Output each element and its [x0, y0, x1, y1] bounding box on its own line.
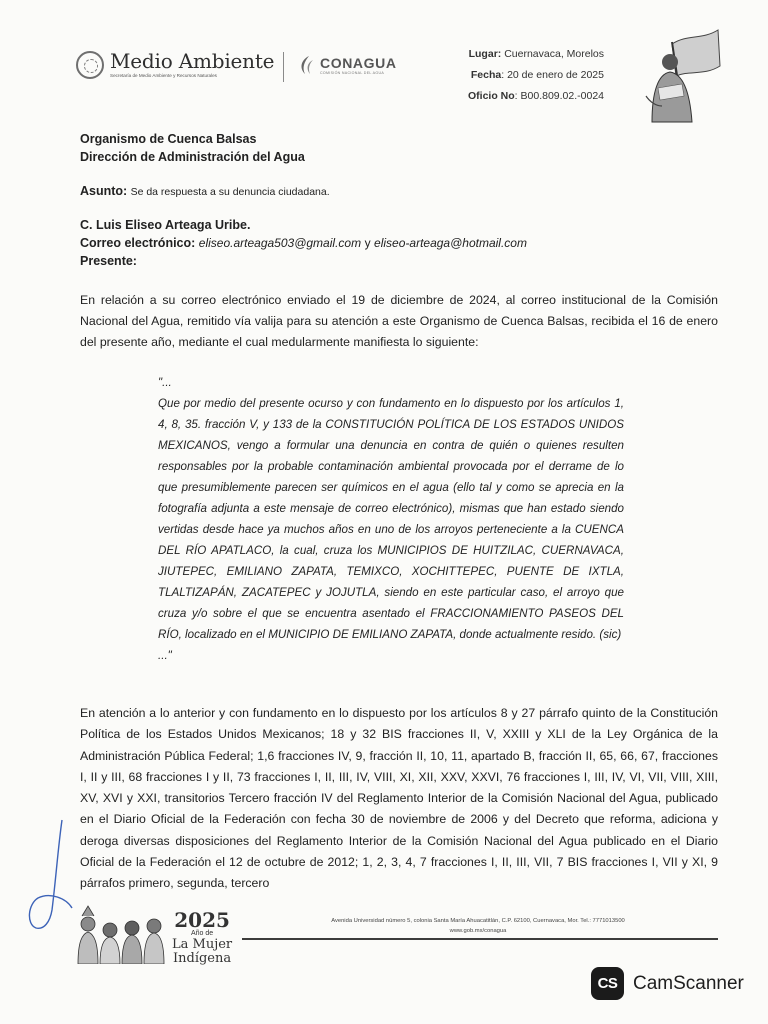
- year-number: 2025: [174, 908, 230, 932]
- recipient-name: C. Luis Eliseo Arteaga Uribe.: [80, 218, 251, 232]
- document-meta: [468, 44, 604, 107]
- legal-basis-paragraph: En atención a lo anterior y con fundamento en lo dispuesto por los artículos 8 y 27 párrafo quinto de la Constitución Política de los Estados Unidos Mexicanos; 18 y 32 BIS fracciones II, V, XXIII y XLI de la Ley Orgánica de la Administración Pública Federal; 1,6 fracciones IV, 9, fracción II, 10, 11, apartado B, fracción II, 65, 66, 67, fracciones I, II y III, 68 fracciones I y II, 73 fracciones I, II, III, IV, VIII, XI, XII, XXV, XXVI, 76 fracciones I, III, IV, VI, VII, VIII, XIII, XV, XVI y XXI, transitorios Tercero fracción IV del Reglamento Interior de la Comisión Nacional del Agua, publicado en el Diario Oficial de la Federación con fecha 30 de noviembre de 2006 y del Decreto que reforma, adiciona y deroga diversas disposiciones del Reglamento Interior de la Comisión Nacional del Agua publicado en el Diario Oficial de la Federación el 12 de octubre de 2012; 1, 2, 3, 4, 7 fracciones I, II, III, VII, 7 BIS fracciones I, VII y XI, 9 párrafos primero, segunda, tercero: [80, 706, 718, 891]
- asunto-label: Asunto:: [80, 184, 128, 198]
- indigenous-women-illustration-icon: [74, 902, 170, 964]
- asunto-line: [80, 182, 330, 201]
- logo-divider: [283, 52, 284, 82]
- conagua-title: CONAGUA: [320, 55, 397, 71]
- conagua-logo: [296, 54, 397, 76]
- year-line-1: La Mujer: [172, 937, 233, 952]
- camscanner-label: CamScanner: [633, 972, 744, 994]
- sender-line-2: Dirección de Administración del Agua: [80, 150, 305, 164]
- website-link[interactable]: www.gob.mx/conagua: [449, 928, 507, 934]
- oficio-label: Oficio No: [468, 90, 515, 102]
- footer-rule: [242, 938, 718, 940]
- asunto-value: Se da respuesta a su denuncia ciudadana.: [130, 186, 330, 198]
- conagua-wave-icon: [296, 54, 316, 76]
- ma-title: Medio Ambiente: [110, 49, 275, 73]
- year-emblem: [172, 910, 232, 966]
- recipient-block: [80, 216, 527, 270]
- address-text: Avenida Universidad número 5, colonia Santa María Ahuacatitlán, C.P. 62100, Cuernavaca, Mor. Tel.: 7771013500: [331, 918, 625, 924]
- email-secondary: eliseo-arteaga@hotmail.com: [374, 236, 527, 250]
- ma-subtitle: Secretaría de Medio Ambiente y Recursos Naturales: [110, 73, 217, 78]
- fecha-label: Fecha: [470, 69, 502, 81]
- email-separator: y: [364, 236, 371, 250]
- medio-ambiente-logo: [76, 50, 274, 79]
- camscanner-badge: [591, 967, 744, 1000]
- lugar-label: Lugar:: [468, 48, 502, 60]
- sender-block: [80, 130, 305, 166]
- camscanner-icon: CS: [591, 967, 624, 1000]
- year-line-2: Indígena: [173, 951, 232, 966]
- mexico-seal-icon: [76, 51, 104, 79]
- fecha-value: : 20 de enero de 2025: [501, 69, 604, 81]
- quote-text: Que por medio del presente ocurso y con fundamento en lo dispuesto por los artículos 1, 4, 8, 35. fracción V, y 133 de la CONSTITUCIÓN POLÍTICA DE LOS ESTADOS UNIDOS MEXICANOS, vengo a formular una denuncia en contra de quién o quienes resulten responsables por la probable contaminación ambiental provocada por el derrame de lo que presumiblemente parecen ser químicos en el agua (ello tal y como se aprecia en la fotografía adjunta a este mensaje de correo electrónico), mismas que han estado siendo vertidas desde hace ya muchos años en uno de los arroyos perteneciente a la CUENCA DEL RÍO APATLACO, la cual, cruza los MUNICIPIOS DE HUITZILAC, CUERNAVACA, JIUTEPEC, EMILIANO ZAPATA, TEMIXCO, XOCHITTEPEC, PUENTE DE IXTLA, TLALTIZAPÁN, ZACATEPEC y JOJUTLA, siendo en este particular caso, el arroyo que cruza y/o sobre el que se encuentra asentado el FRACCIONAMIENTO PASEOS DEL RÍO, localizado en el MUNICIPIO DE EMILIANO ZAPATA, donde actualmente resido. (sic): [158, 397, 624, 641]
- conagua-subtitle: COMISIÓN NACIONAL DEL AGUA: [320, 71, 385, 75]
- oficio-value: : B00.809.02.-0024: [514, 90, 604, 102]
- intro-paragraph: En relación a su correo electrónico enviado el 19 de diciembre de 2024, al correo institucional de la Comisión Nacional del Agua, remitido vía valija para su atención a este Organismo de Cuenca Balsas, recibida el 16 de enero del presente año, mediante el cual medularmente manifiesta lo siguiente:: [80, 293, 718, 349]
- year-subtitle: Año de: [190, 930, 214, 937]
- quoted-complaint: [158, 372, 624, 666]
- heroine-flag-illustration-icon: [632, 26, 724, 124]
- footer-address: [240, 916, 716, 936]
- email-primary: eliseo.arteaga503@gmail.com: [198, 236, 362, 250]
- handwritten-mark-icon: [22, 818, 80, 936]
- email-label: Correo electrónico:: [80, 236, 196, 250]
- quote-close-mark: ...": [158, 649, 172, 662]
- quote-open-mark: "...: [158, 376, 172, 389]
- lugar-value: Cuernavaca, Morelos: [504, 48, 604, 60]
- sender-line-1: Organismo de Cuenca Balsas: [80, 132, 257, 146]
- presente-label: Presente:: [80, 254, 137, 268]
